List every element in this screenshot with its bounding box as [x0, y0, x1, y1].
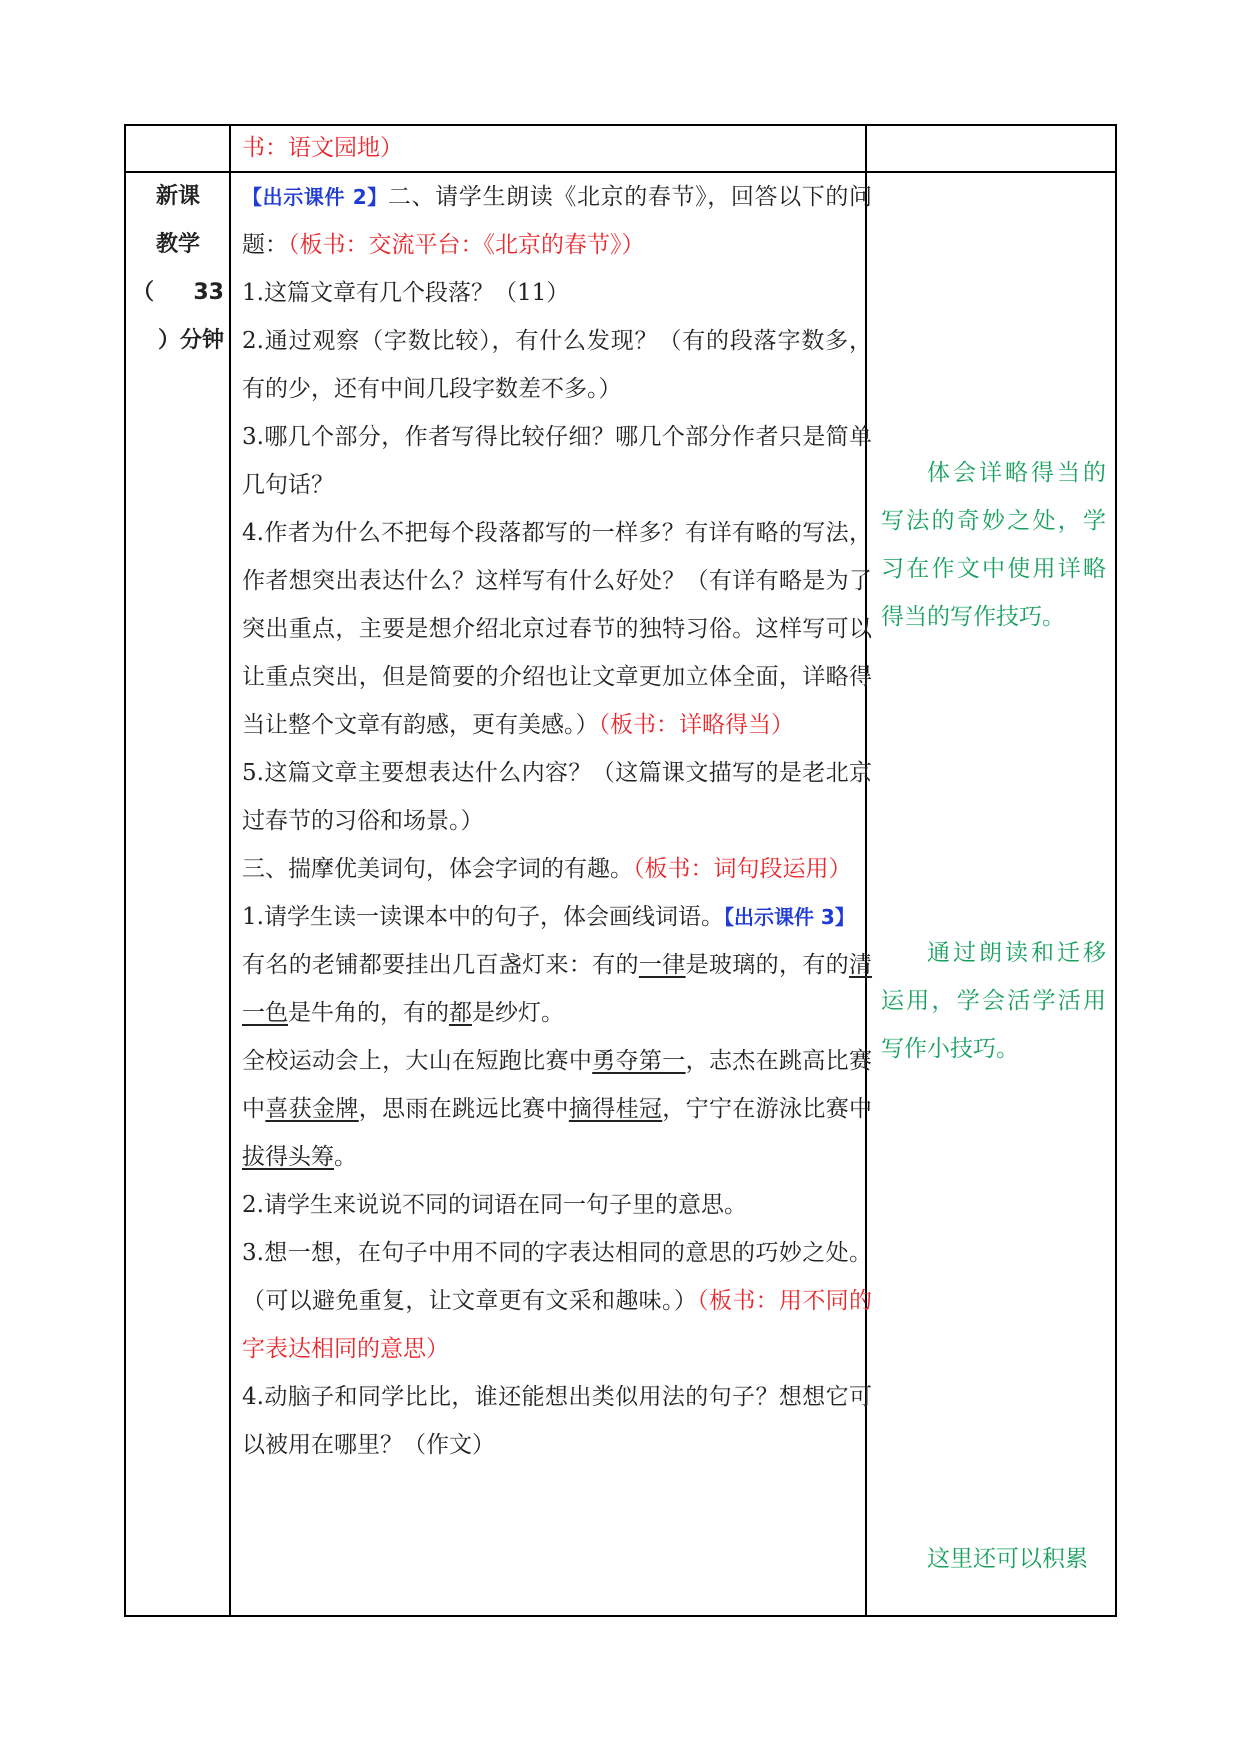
question-4: [242, 509, 872, 749]
table-border-bottom: [124, 1615, 1117, 1617]
main-content: [242, 173, 872, 1469]
section-label-line3: [132, 269, 224, 317]
ex2-text-1: 全校运动会上，大山在短跑比赛中: [242, 1048, 593, 1074]
ex1-text-2: 是玻璃的，有的: [685, 952, 850, 978]
top-row-content: 书：语文园地）: [242, 135, 403, 161]
board-note-3: （板书：词句段运用）: [633, 856, 852, 882]
paragraph-three: [242, 845, 872, 893]
step-3: [242, 1229, 872, 1373]
question-1: 1.这篇文章有几个段落？（11）: [242, 280, 570, 306]
board-note-4: （板书：用不同的字表达相同的意思）: [242, 1288, 873, 1362]
paragraph-intro: [242, 173, 872, 269]
board-note-2: （板书：详略得当）: [598, 712, 794, 738]
example-sentence-1: [242, 941, 872, 1037]
section-label-line4: ）分钟: [157, 328, 224, 353]
paragraph-intro-text: 二、请学生朗读《北京的春节》，回答以下的问题：: [242, 184, 872, 258]
courseware-2-tag: 【出示课件 2】: [242, 185, 388, 209]
question-3: 3.哪几个部分，作者写得比较仔细？哪几个部分作者只是简单几句话？: [242, 424, 872, 498]
step-2: 2.请学生来说说不同的词语在同一句子里的意思。: [242, 1192, 747, 1218]
example-sentence-2: [242, 1037, 872, 1181]
table-border-left: [124, 124, 126, 1617]
ex2-text-2: ，志杰在跳高比赛中: [242, 1048, 873, 1122]
ex1-text-1: 有名的老铺都要挂出几百盏灯来：有的: [242, 952, 639, 978]
step-3-text: 3.想一想，在句子中用不同的字表达相同的意思的巧妙之处。（可以避免重复，让文章更有文采和趣味。）: [242, 1240, 872, 1314]
ex1-underlined-1: 一律: [638, 952, 686, 978]
ex2-underlined-1: 勇夺第一: [592, 1048, 686, 1074]
section-label-line1: 新课: [155, 184, 200, 209]
step-1: [242, 893, 872, 941]
ex2-underlined-4: 拔得头筹: [242, 1144, 334, 1170]
ex1-text-4: 是纱灯。: [472, 1000, 564, 1026]
table-border-right: [1115, 124, 1117, 1617]
ex2-text-4: ，宁宁在游泳比赛中: [662, 1096, 873, 1122]
ex1-underlined-3: 都: [449, 1000, 472, 1026]
ex2-underlined-2: 喜获金牌: [265, 1096, 359, 1122]
ex2-underlined-3: 摘得桂冠: [568, 1096, 663, 1122]
column-divider-1: [229, 124, 231, 1617]
step-4: 4.动脑子和同学比比，谁还能想出类似用法的句子？想想它可以被用在哪里？（作文）: [242, 1384, 872, 1458]
section-label-line2: 教学: [155, 232, 200, 257]
board-note-1: （板书：交流平台：《北京的春节》）: [288, 232, 645, 258]
question-2: 2.通过观察（字数比较），有什么发现？（有的段落字数多，有的少，还有中间几段字数差不多。）: [242, 328, 872, 402]
section-label: [132, 173, 224, 365]
ex1-text-3: 是牛角的，有的: [288, 1000, 449, 1026]
question-5: 5.这篇文章主要想表达什么内容？（这篇课文描写的是老北京过春节的习俗和场景。）: [242, 760, 872, 834]
section-label-paren: （: [132, 280, 155, 305]
step-1-text: 1.请学生读一读课本中的句子，体会画线词语。: [242, 904, 724, 930]
design-note-3: 这里还可以积累: [927, 1546, 1088, 1572]
courseware-3-tag: 【出示课件 3】: [723, 905, 855, 929]
design-note-2: 通过朗读和迁移运用，学会活学活用写作小技巧。: [881, 940, 1106, 1062]
section-label-minutes: 33: [193, 280, 224, 305]
question-4-text: 4.作者为什么不把每个段落都写的一样多？有详有略的写法，作者想突出表达什么？这样写有什么好处？（有详有略是为了突出重点，主要是想介绍北京过春节的独特习俗。这样写可以让重点突出，但是简要的介绍也让文章更加立体全面，详略得当让整个文章有韵感，更有美感。）: [242, 520, 872, 738]
ex2-text-5: 。: [334, 1144, 357, 1170]
ex2-text-3: ，思雨在跳远比赛中: [358, 1096, 569, 1122]
design-note-1: 体会详略得当的写法的奇妙之处，学习在作文中使用详略得当的写作技巧。: [881, 460, 1106, 630]
paragraph-three-text: 三、揣摩优美词句，体会字词的有趣。: [242, 856, 633, 882]
ex1-underlined-2: 清一色: [242, 952, 873, 1026]
lesson-plan-table: [124, 124, 1117, 1617]
